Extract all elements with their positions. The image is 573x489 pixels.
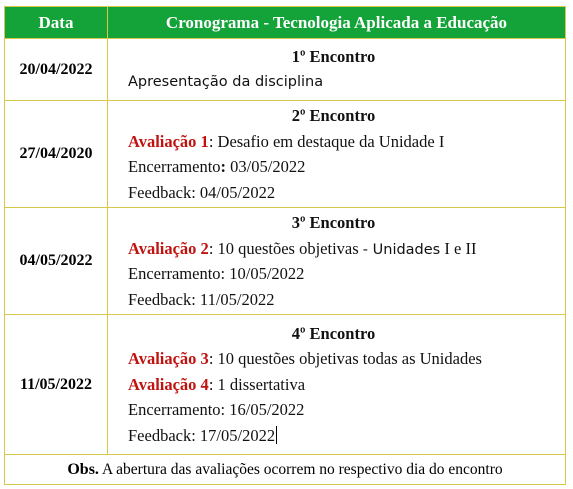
closing-line: Encerramento: 16/05/2022 [128, 400, 305, 420]
feedback-text: Feedback: 17/05/2022 [128, 425, 276, 445]
evaluation-text: : Desafio em destaque da Unidade I [208, 131, 445, 151]
closing-label: Encerramento [128, 157, 221, 176]
evaluation-line [108, 129, 559, 155]
row-date: 04/05/2022 [5, 208, 108, 315]
evaluation-line-2 [108, 372, 559, 398]
table-row [5, 208, 566, 315]
table-header-row [5, 7, 566, 39]
closing-line: Encerramento: 10/05/2022 [128, 264, 305, 283]
evaluation-text: : 1 dissertativa [208, 374, 306, 394]
evaluation-text-end: I e II [440, 238, 477, 258]
row-date: 20/04/2022 [5, 39, 108, 101]
row-content [108, 101, 566, 208]
row-content [108, 315, 566, 455]
evaluation-text: : 10 questões objetivas [208, 238, 363, 258]
meeting-description: Apresentação da disciplina [128, 73, 324, 90]
evaluation-label: Avaliação 4 [128, 374, 209, 394]
table-row [5, 39, 566, 101]
text-cursor [276, 426, 277, 444]
evaluation-label: Avaliação 1 [128, 131, 209, 151]
footer-row [5, 455, 566, 485]
obs-label: Obs. [67, 460, 99, 478]
table-row [5, 315, 566, 455]
row-date: 11/05/2022 [5, 315, 108, 455]
table-row [5, 101, 566, 208]
feedback-line[interactable] [108, 423, 559, 449]
closing-date: 03/05/2022 [230, 157, 306, 176]
meeting-title: 4º Encontro [291, 323, 376, 343]
schedule-table [4, 6, 566, 485]
header-date: Data [5, 7, 108, 39]
observation-cell [5, 455, 566, 485]
feedback-line: Feedback: 11/05/2022 [128, 289, 275, 309]
evaluation-text-units: - Unidades [362, 241, 441, 258]
evaluation-label: Avaliação 3 [128, 349, 209, 369]
meeting-title: 3º Encontro [291, 213, 376, 232]
feedback-line: Feedback: 04/05/2022 [128, 182, 276, 202]
row-content [108, 208, 566, 315]
evaluation-line [108, 346, 559, 372]
closing-line [108, 154, 559, 180]
obs-text: A abertura das avaliações ocorrem no respectivo dia do encontro [98, 460, 503, 478]
meeting-title: 1º Encontro [291, 47, 376, 66]
evaluation-line [108, 236, 559, 262]
row-content [108, 39, 566, 101]
row-date: 27/04/2020 [5, 101, 108, 208]
header-schedule: Cronograma - Tecnologia Aplicada a Educação [108, 7, 566, 39]
meeting-title: 2º Encontro [291, 106, 376, 125]
schedule-table-wrapper [4, 6, 565, 485]
closing-sep: : [220, 157, 231, 176]
evaluation-text: : 10 questões objetivas todas as Unidades [208, 349, 482, 369]
evaluation-label: Avaliação 2 [128, 238, 209, 258]
